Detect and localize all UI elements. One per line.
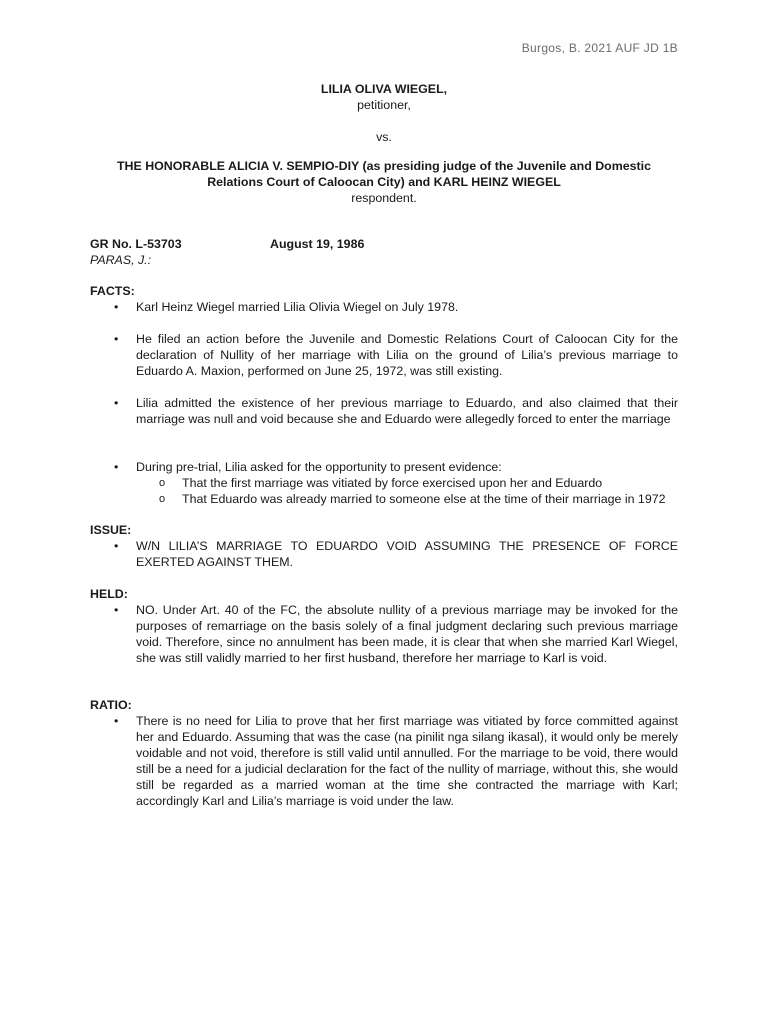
gr-number: GR No. L-53703 — [90, 237, 182, 251]
case-line — [90, 236, 365, 252]
respondent-role: respondent. — [351, 191, 417, 205]
facts-list-3 — [90, 395, 678, 427]
petitioner-name — [90, 81, 678, 97]
held-label: HELD: — [90, 587, 128, 601]
facts-subitem-2: o That Eduardo was already married to someone else at the time of their marriage in 1972 — [90, 491, 678, 507]
facts-item-2: • He filed an action before the Juvenile and Domestic Relations Court of Caloocan City for the declaration of Nullity of her marriage with Lilia on the ground of Lilia’s previous marriage to Eduardo A. Maxion, performed on June 25, 1972, was still existing. — [90, 331, 678, 379]
facts-item-1: • Karl Heinz Wiegel married Lilia Olivia Wiegel on July 1978. — [90, 299, 678, 315]
respondent-names: THE HONORABLE ALICIA V. SEMPIO-DIY (as presiding judge of the Juvenile and Domestic Relations Court of Caloocan City) and KARL HEINZ WIEGEL — [116, 159, 652, 189]
held-item-1: • NO. Under Art. 40 of the FC, the absolute nullity of a previous marriage may be invoked for the purposes of remarriage on the basis solely of a final judgment declaring such previous marriage void. Therefore, since no annulment has been made, it is clear that when she married Karl Wiegel, she was still validly married to her first husband, therefore her marriage to Karl is void. — [90, 602, 678, 666]
versus-label: vs. — [376, 130, 392, 144]
facts-list-4 — [90, 459, 678, 507]
petitioner-name-text: LILIA OLIVA WIEGEL, — [320, 82, 448, 96]
issue-label: ISSUE: — [90, 523, 132, 537]
petitioner-role: petitioner, — [357, 98, 411, 112]
facts-item-3: • Lilia admitted the existence of her previous marriage to Eduardo, and also claimed that their marriage was null and void because she and Eduardo were allegedly forced to enter the marriage — [90, 395, 678, 427]
facts-list-2 — [90, 331, 678, 379]
ponente: PARAS, J.: — [90, 253, 152, 267]
facts-label: FACTS: — [90, 284, 135, 298]
facts-list — [90, 299, 678, 315]
ratio-list — [90, 713, 678, 809]
facts-subitem-1: o That the first marriage was vitiated by force exercised upon her and Eduardo — [90, 475, 678, 491]
issue-item-1: • W/N LILIA’S MARRIAGE TO EDUARDO VOID ASSUMING THE PRESENCE OF FORCE EXERTED AGAINST THEM. — [90, 538, 678, 570]
document-header-note: Burgos, B. 2021 AUF JD 1B — [521, 41, 678, 55]
ratio-label: RATIO: — [90, 698, 132, 712]
decision-date: August 19, 1986 — [270, 237, 365, 251]
held-list — [90, 602, 678, 666]
ratio-item-1: • There is no need for Lilia to prove that her first marriage was vitiated by force committed against her and Eduardo. Assuming that was the case (na pinilit nga silang ikasal), it would only be merely voidable and not void, therefore is still valid until annulled. For the marriage to be void, there would still be a need for a judicial declaration for the fact of the nullity of marriage, without this, she would still be regarded as a married woman at the time she contracted the marriage with Karl; accordingly Karl and Lilia’s marriage is void under the law. — [90, 713, 678, 809]
issue-list — [90, 538, 678, 570]
facts-item-4: • During pre-trial, Lilia asked for the opportunity to present evidence: — [90, 459, 678, 475]
